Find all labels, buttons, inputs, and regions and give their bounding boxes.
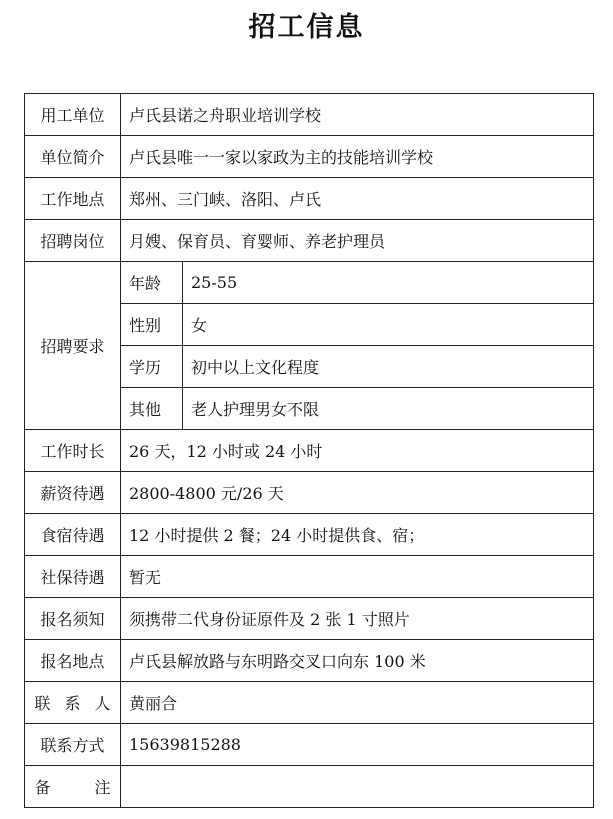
employer-value: 卢氏县诺之舟职业培训学校 [121,94,594,136]
gender-label: 性别 [121,304,183,346]
row-insurance [25,556,594,598]
requirements-label: 招聘要求 [25,262,121,430]
row-board [25,514,594,556]
gender-value: 女 [183,304,594,346]
row-requirement-age [25,262,594,304]
row-notice [25,598,594,640]
intro-label: 单位简介 [25,136,121,178]
row-location [25,178,594,220]
other-value: 老人护理男女不限 [183,388,594,430]
remarks-value [121,766,594,808]
positions-value: 月嫂、保育员、育婴师、养老护理员 [121,220,594,262]
phone-value: 15639815288 [121,724,594,766]
page-title: 招工信息 [248,12,365,43]
age-value: 25-55 [183,262,594,304]
notice-value: 须携带二代身份证原件及 2 张 1 寸照片 [121,598,594,640]
intro-value: 卢氏县唯一一家以家政为主的技能培训学校 [121,136,594,178]
board-label: 食宿待遇 [25,514,121,556]
row-contact [25,682,594,724]
remarks-label: 备注 [34,778,111,797]
notice-label: 报名须知 [25,598,121,640]
education-label: 学历 [121,346,183,388]
row-employer [25,94,594,136]
row-remarks [25,766,594,808]
employer-label: 用工单位 [25,94,121,136]
location-value: 郑州、三门峡、洛阳、卢氏 [121,178,594,220]
salary-value: 2800-4800 元/26 天 [121,472,594,514]
insurance-label: 社保待遇 [25,556,121,598]
row-hours [25,430,594,472]
phone-label: 联系方式 [25,724,121,766]
row-phone [25,724,594,766]
contact-label-cell [25,682,121,724]
address-label: 报名地点 [25,640,121,682]
hours-label: 工作时长 [25,430,121,472]
salary-label: 薪资待遇 [25,472,121,514]
row-salary [25,472,594,514]
insurance-value: 暂无 [121,556,594,598]
positions-label: 招聘岗位 [25,220,121,262]
other-label: 其他 [121,388,183,430]
remarks-label-cell [25,766,121,808]
contact-value: 黄丽合 [121,682,594,724]
recruitment-info-table [24,93,594,808]
row-intro [25,136,594,178]
hours-value: 26 天，12 小时或 24 小时 [121,430,594,472]
education-value: 初中以上文化程度 [183,346,594,388]
row-address [25,640,594,682]
board-value: 12 小时提供 2 餐；24 小时提供食、宿； [121,514,594,556]
contact-label: 联系人 [34,694,111,713]
age-label: 年龄 [121,262,183,304]
row-positions [25,220,594,262]
location-label: 工作地点 [25,178,121,220]
address-value: 卢氏县解放路与东明路交叉口向东 100 米 [121,640,594,682]
